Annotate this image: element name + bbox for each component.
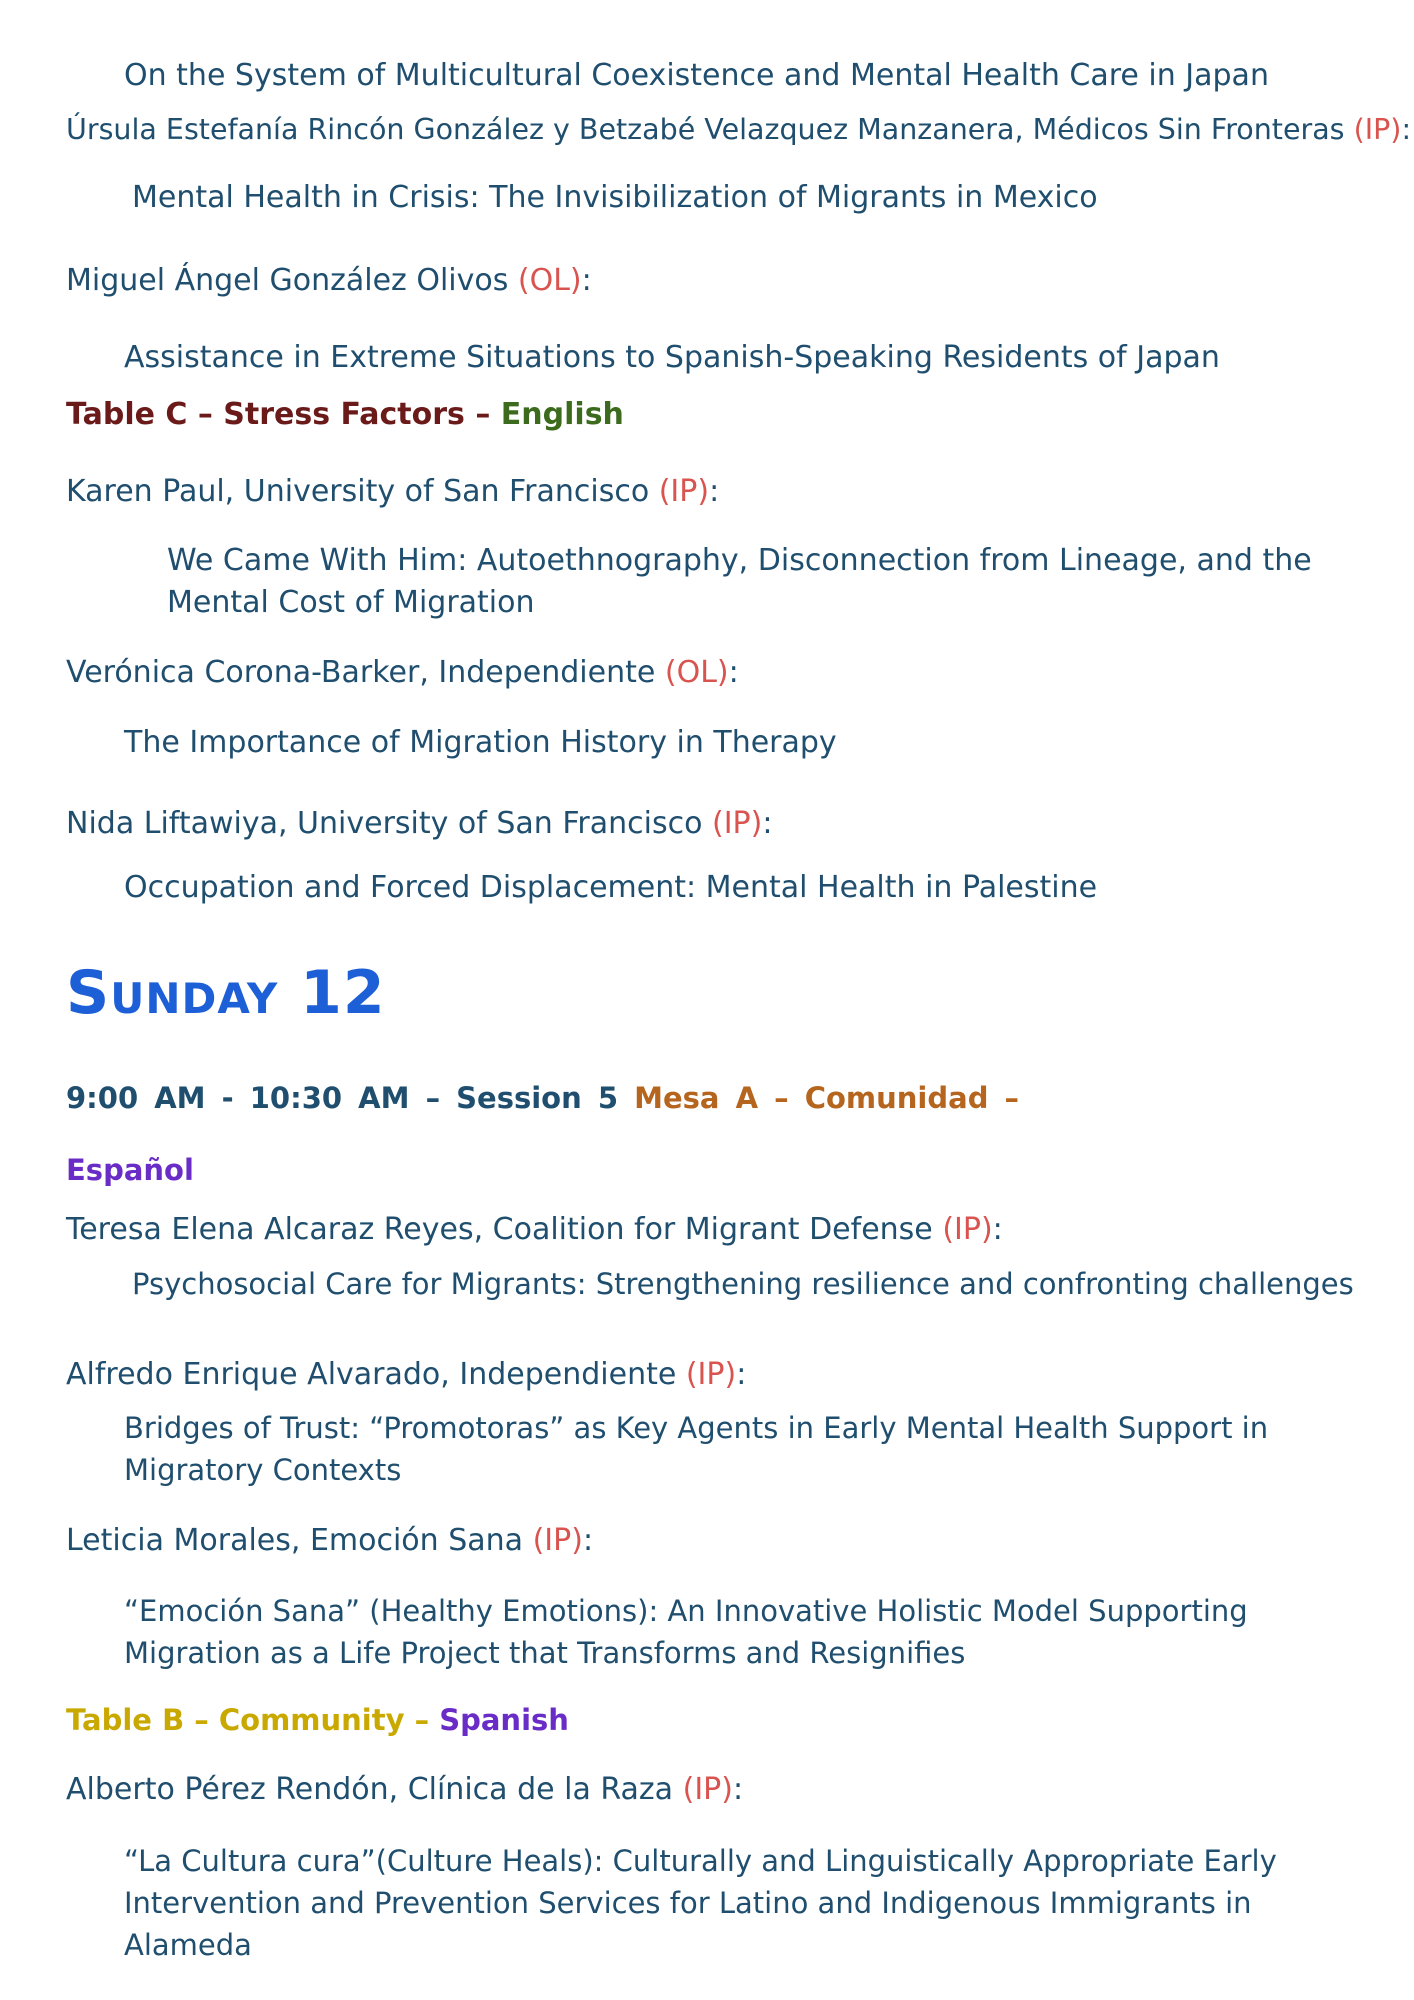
- speaker-name: Nida Liftawiya, University of San Francisco: [66, 806, 712, 841]
- colon: :: [992, 1212, 1003, 1247]
- talk-title: We Came With Him: Autoethnography, Disconnection from Lineage, and the Mental Cost of Migration: [167, 543, 1312, 620]
- colon: :: [582, 1523, 594, 1558]
- talk-title: Psychosocial Care for Migrants: Strengthening resilience and confronting challenges: [132, 1267, 1354, 1301]
- speaker-name: Alfredo Enrique Alvarado, Independiente: [66, 1357, 686, 1392]
- presentation-mode: (OL): [664, 655, 729, 690]
- speaker-name: Karen Paul, University of San Francisco: [66, 474, 659, 509]
- language-label: Español: [66, 1153, 194, 1187]
- colon: :: [732, 1772, 744, 1807]
- speaker-name: Verónica Corona-Barker, Independiente: [66, 655, 665, 690]
- speaker-line: [66, 806, 772, 841]
- presentation-mode: (OL): [517, 263, 582, 298]
- session-heading: [66, 1081, 1019, 1115]
- talk-title: “Emoción Sana” (Healthy Emotions): An Innovative Holistic Model Supporting Migration as a Life Project that Transforms and Resignifies: [124, 1594, 1248, 1670]
- colon: :: [1401, 113, 1412, 146]
- colon: :: [709, 474, 720, 509]
- table-label: Table B – Community –: [66, 1703, 440, 1737]
- presentation-mode: (IP): [658, 474, 710, 509]
- speaker-name: Miguel Ángel González Olivos: [66, 263, 518, 298]
- speaker-line: [66, 263, 592, 298]
- speaker-line: [66, 1772, 743, 1807]
- colon: :: [736, 1357, 747, 1392]
- presentation-mode: (IP): [685, 1357, 737, 1392]
- speaker-line: [66, 1357, 746, 1392]
- speaker-name: Alberto Pérez Rendón, Clínica de la Raza: [66, 1772, 683, 1807]
- speaker-name: Úrsula Estefanía Rincón González y Betzabé Velazquez Manzanera, Médicos Sin Fronteras: [66, 113, 1354, 146]
- speaker-line: [66, 655, 739, 690]
- mesa-label: Mesa A – Comunidad –: [634, 1081, 1020, 1115]
- speaker-line: [66, 1523, 593, 1558]
- table-c-heading: [66, 397, 624, 432]
- speaker-name: Leticia Morales, Emoción Sana: [66, 1523, 533, 1558]
- presentation-mode: (IP): [682, 1772, 733, 1807]
- talk-title: Occupation and Forced Displacement: Mental Health in Palestine: [124, 870, 1098, 905]
- speaker-name: Teresa Elena Alcaraz Reyes, Coalition for Migrant Defense: [66, 1212, 943, 1247]
- language-label: Spanish: [439, 1703, 569, 1737]
- colon: :: [581, 263, 592, 298]
- talk-title: The Importance of Migration History in Therapy: [124, 725, 837, 760]
- talk-title: On the System of Multicultural Coexistence and Mental Health Care in Japan: [124, 58, 1269, 93]
- talk-title: Assistance in Extreme Situations to Spanish-Speaking Residents of Japan: [124, 340, 1220, 375]
- colon: :: [728, 655, 739, 690]
- presentation-mode: (IP): [1353, 113, 1402, 146]
- talk-title: Bridges of Trust: “Promotoras” as Key Agents in Early Mental Health Support in Migratory Contexts: [124, 1411, 1269, 1487]
- speaker-line: [66, 113, 1411, 146]
- language-label: English: [500, 397, 624, 432]
- speaker-line: [66, 1212, 1003, 1247]
- session-time: 9:00 AM - 10:30 AM – Session 5: [66, 1081, 635, 1115]
- presentation-mode: (IP): [942, 1212, 993, 1247]
- presentation-mode: (IP): [712, 806, 763, 841]
- talk-title: “La Cultura cura”(Culture Heals): Culturally and Linguistically Appropriate Early Intervention and Prevention Services for Latino and Indigenous Immigrants in Alameda: [124, 1844, 1277, 1962]
- day-heading: Sunday 12: [66, 958, 386, 1028]
- speaker-line: [66, 474, 719, 509]
- table-label: Table C – Stress Factors –: [66, 397, 501, 432]
- presentation-mode: (IP): [532, 1523, 583, 1558]
- talk-title: Mental Health in Crisis: The Invisibilization of Migrants in Mexico: [132, 180, 1098, 215]
- colon: :: [762, 806, 773, 841]
- table-b-heading: [66, 1703, 569, 1737]
